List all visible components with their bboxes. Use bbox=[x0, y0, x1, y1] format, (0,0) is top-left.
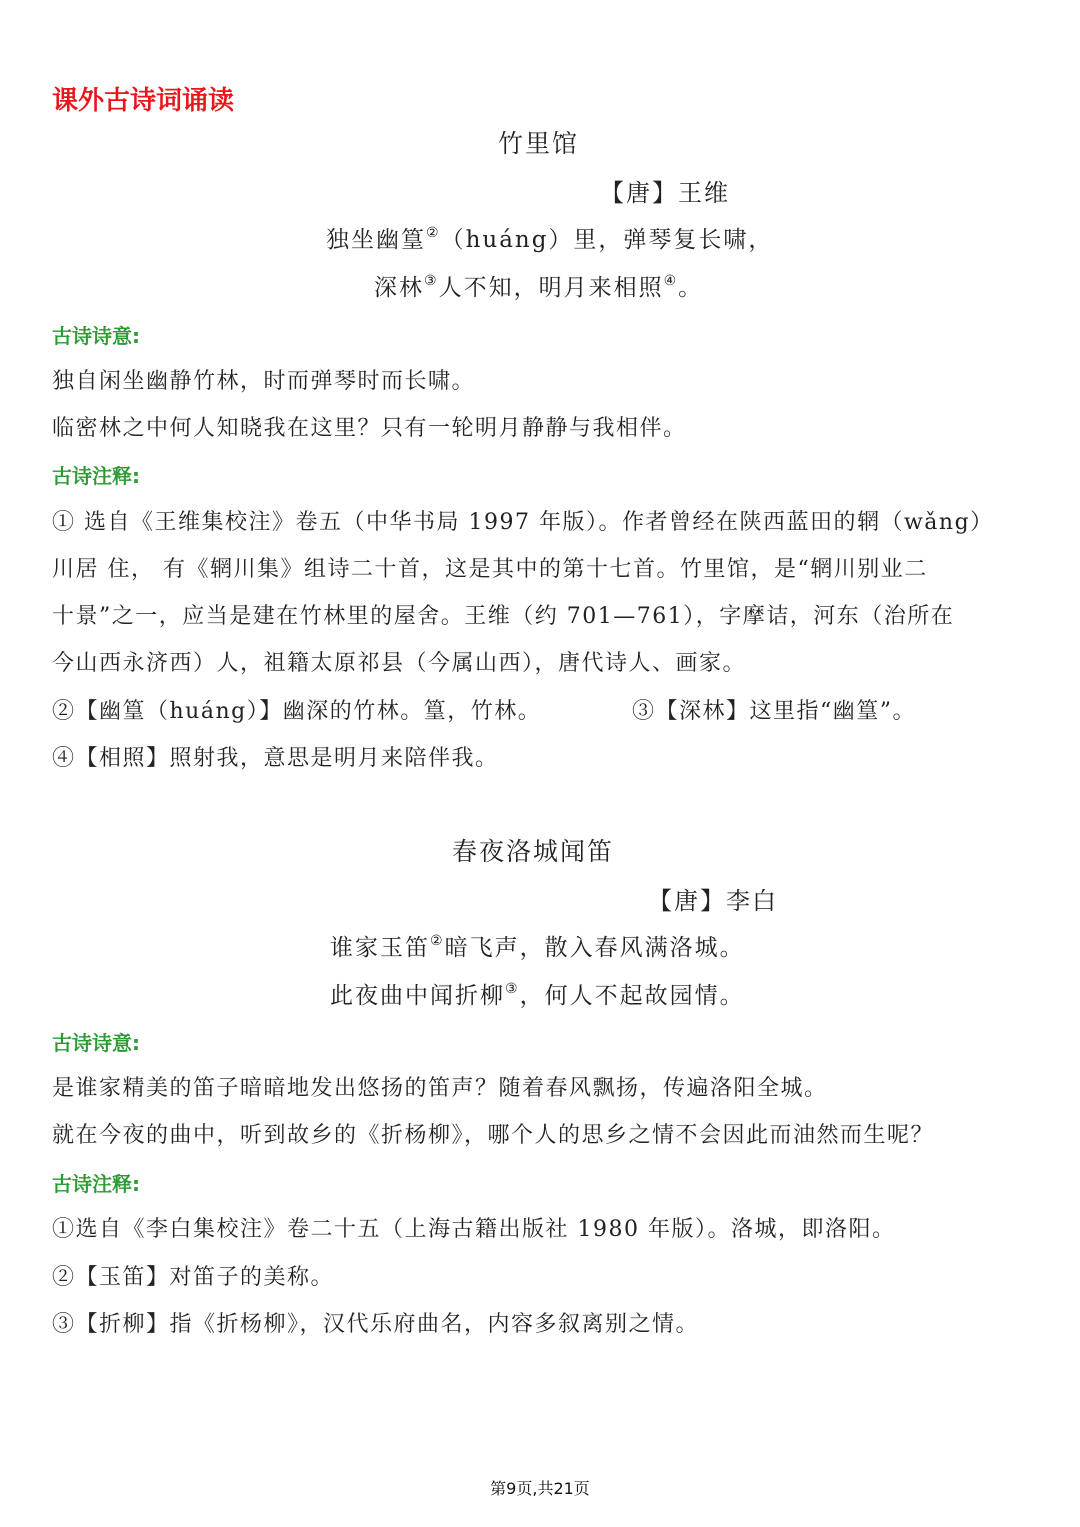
poem1-line2 bbox=[374, 269, 703, 302]
poem1-line2-b: 人不知，明月来相照 bbox=[438, 275, 664, 301]
poem1-line2-a: 深林 bbox=[374, 275, 424, 301]
page-footer: 第9页,共21页 bbox=[490, 1479, 590, 1498]
poem1-note-line: 今山西永济西）人，祖籍太原祁县（今属山西），唐代诗人、画家。 bbox=[52, 651, 747, 676]
poem2-meaning-label: 古诗诗意: bbox=[52, 1031, 140, 1055]
poem2-line1-a: 谁家玉笛 bbox=[330, 935, 430, 961]
poem2-meaning-line: 就在今夜的曲中，听到故乡的《折杨柳》，哪个人的思乡之情不会因此而油然而生呢？ bbox=[52, 1123, 935, 1148]
poem1-meaning-line: 独自闲坐幽静竹林，时而弹琴时而长啸。 bbox=[52, 369, 476, 394]
poem1-note-4: ④【相照】照射我，意思是明月来陪伴我。 bbox=[52, 746, 499, 771]
poem2-line1 bbox=[330, 929, 745, 962]
page-heading: 课外古诗词诵读 bbox=[52, 86, 235, 116]
poem1-meaning-label: 古诗诗意: bbox=[52, 324, 140, 348]
poem2-notes-label: 古诗注释: bbox=[52, 1172, 140, 1196]
poem1-line1-a: 独坐幽篁 bbox=[326, 227, 426, 253]
poem1-note-line: 川居 住， 有《辋川集》组诗二十首，这是其中的第十七首。竹里馆，是“辋川别业二 bbox=[52, 557, 928, 582]
poem2-note-line: ①选自《李白集校注》卷二十五（上海古籍出版社 1980 年版）。洛城，即洛阳。 bbox=[52, 1217, 896, 1242]
poem1-note-line: ① 选自《王维集校注》卷五（中华书局 1997 年版）。作者曾经在陕西蓝田的辋（wǎng） bbox=[52, 510, 994, 535]
footnote-marker: ④ bbox=[663, 273, 679, 289]
poem2-meaning-line: 是谁家精美的笛子暗暗地发出悠扬的笛声？随着春风飘扬，传遍洛阳全城。 bbox=[52, 1076, 828, 1101]
footnote-marker: ② bbox=[430, 933, 445, 949]
poem2-note-line: ③【折柳】指《折杨柳》，汉代乐府曲名，内容多叙离别之情。 bbox=[52, 1312, 700, 1337]
poem2-line2 bbox=[330, 977, 745, 1010]
poem1-note-line: 十景”之一，应当是建在竹林里的屋舍。王维（约 701—761），字摩诘，河东（治所在 bbox=[52, 604, 955, 629]
poem2-line2-a: 此夜曲中闻折柳 bbox=[330, 983, 505, 1009]
poem2-title: 春夜洛城闻笛 bbox=[452, 837, 615, 866]
poem2-author: 【唐】李白 bbox=[648, 887, 778, 915]
poem1-notes-label: 古诗注释: bbox=[52, 464, 140, 488]
poem2-line1-b: 暗飞声，散入春风满洛城。 bbox=[444, 935, 745, 961]
footnote-marker: ③ bbox=[505, 981, 520, 997]
poem1-author: 【唐】王维 bbox=[600, 179, 730, 207]
poem1-note-2: ②【幽篁（huáng）】幽深的竹林。篁，竹林。 bbox=[52, 699, 542, 724]
poem1-line1 bbox=[326, 221, 773, 254]
poem2-note-line: ②【玉笛】对笛子的美称。 bbox=[52, 1265, 335, 1290]
poem1-line2-c: 。 bbox=[678, 275, 704, 301]
poem2-line2-b: ，何人不起故园情。 bbox=[519, 983, 745, 1009]
poem1-line1-b: （huáng）里，弹琴复长啸， bbox=[440, 227, 774, 253]
footnote-marker: ③ bbox=[424, 273, 439, 289]
footnote-marker: ② bbox=[426, 225, 441, 241]
poem1-meaning-line: 临密林之中何人知晓我在这里？只有一轮明月静静与我相伴。 bbox=[52, 416, 687, 441]
poem1-title: 竹里馆 bbox=[498, 129, 580, 158]
poem1-note-3: ③【深林】这里指“幽篁”。 bbox=[632, 699, 916, 724]
